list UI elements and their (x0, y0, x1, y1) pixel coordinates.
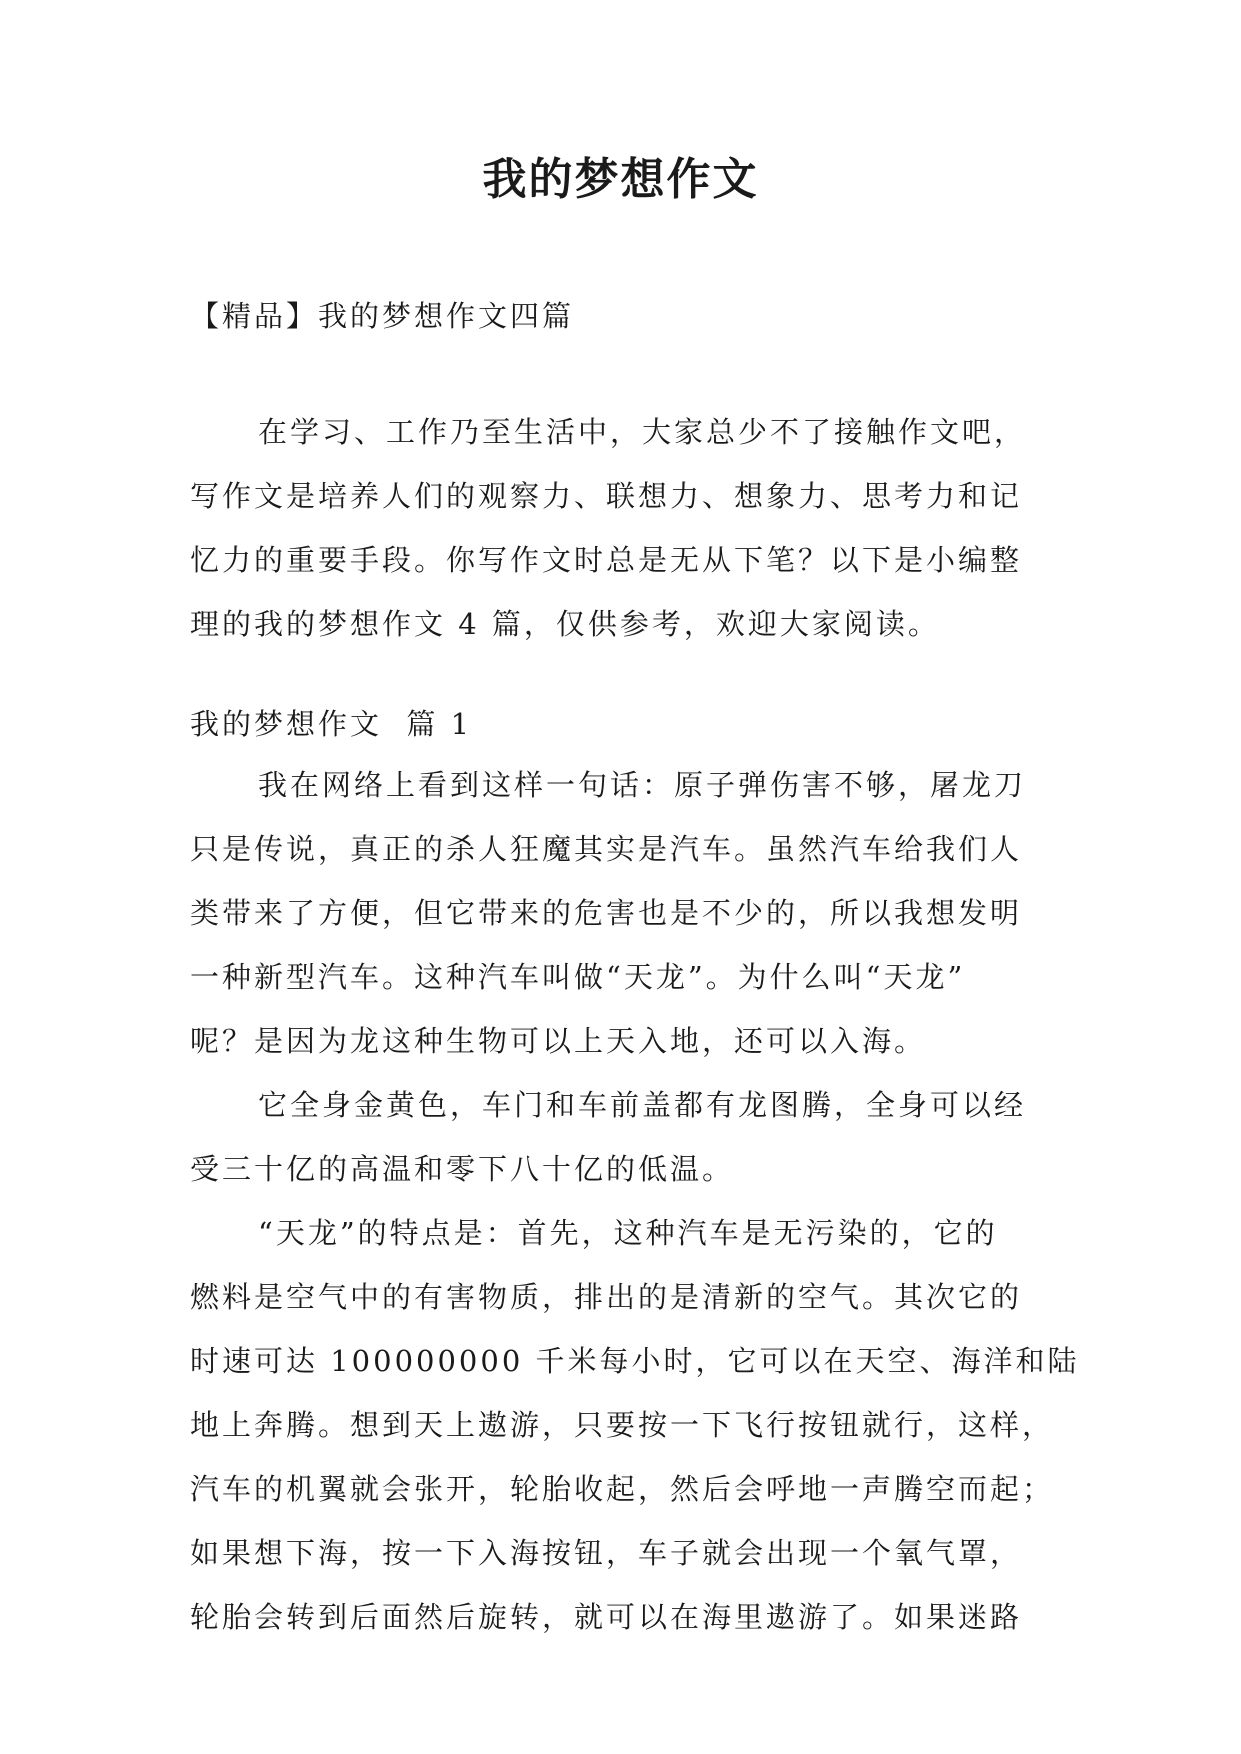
document-subtitle: 【精品】我的梦想作文四篇 (190, 299, 575, 333)
section-heading-container (190, 692, 1060, 756)
paragraph-2-line: 它全身金黄色，车门和车前盖都有龙图腾，全身可以经 (258, 1088, 1027, 1122)
paragraph-1-line: 类带来了方便，但它带来的危害也是不少的，所以我想发明 (190, 896, 1023, 930)
intro-line: 忆力的重要手段。你写作文时总是无从下笔？以下是小编整 (190, 543, 1023, 577)
paragraph-1-line: 我在网络上看到这样一句话：原子弹伤害不够，屠龙刀 (258, 768, 1027, 802)
paragraph-3-line: “天龙”的特点是：首先，这种汽车是无污染的，它的 (258, 1216, 998, 1250)
paragraph-3-line: 时速可达 100000000 千米每小时，它可以在天空、海洋和陆 (190, 1344, 1080, 1378)
paragraph-2-line: 受三十亿的高温和零下八十亿的低温。 (190, 1152, 735, 1186)
paragraph-1-line: 只是传说，真正的杀人狂魔其实是汽车。虽然汽车给我们人 (190, 832, 1023, 866)
section-heading: 我的梦想作文 篇 1 (190, 707, 473, 741)
intro-line: 写作文是培养人们的观察力、联想力、想象力、思考力和记 (190, 479, 1023, 513)
paragraph-3-line: 燃料是空气中的有害物质，排出的是清新的空气。其次它的 (190, 1280, 1023, 1314)
intro-paragraph (190, 400, 1060, 656)
paragraph-1-line: 一种新型汽车。这种汽车叫做“天龙”。为什么叫“天龙” (190, 960, 966, 994)
essay-body (190, 753, 1080, 1649)
document-title: 我的梦想作文 (482, 154, 759, 205)
intro-line: 理的我的梦想作文 4 篇，仅供参考，欢迎大家阅读。 (190, 607, 940, 641)
paragraph-3-line: 地上奔腾。想到天上遨游，只要按一下飞行按钮就行，这样， (190, 1408, 1055, 1442)
paragraph-3-line: 如果想下海，按一下入海按钮，车子就会出现一个氧气罩， (190, 1536, 1023, 1570)
intro-line: 在学习、工作乃至生活中，大家总少不了接触作文吧， (258, 415, 1027, 449)
paragraph-1-line: 呢？是因为龙这种生物可以上天入地，还可以入海。 (190, 1024, 927, 1058)
paragraph-3-line: 轮胎会转到后面然后旋转，就可以在海里遨游了。如果迷路 (190, 1600, 1023, 1634)
paragraph-3-line: 汽车的机翼就会张开，轮胎收起，然后会呼地一声腾空而起； (190, 1472, 1055, 1506)
